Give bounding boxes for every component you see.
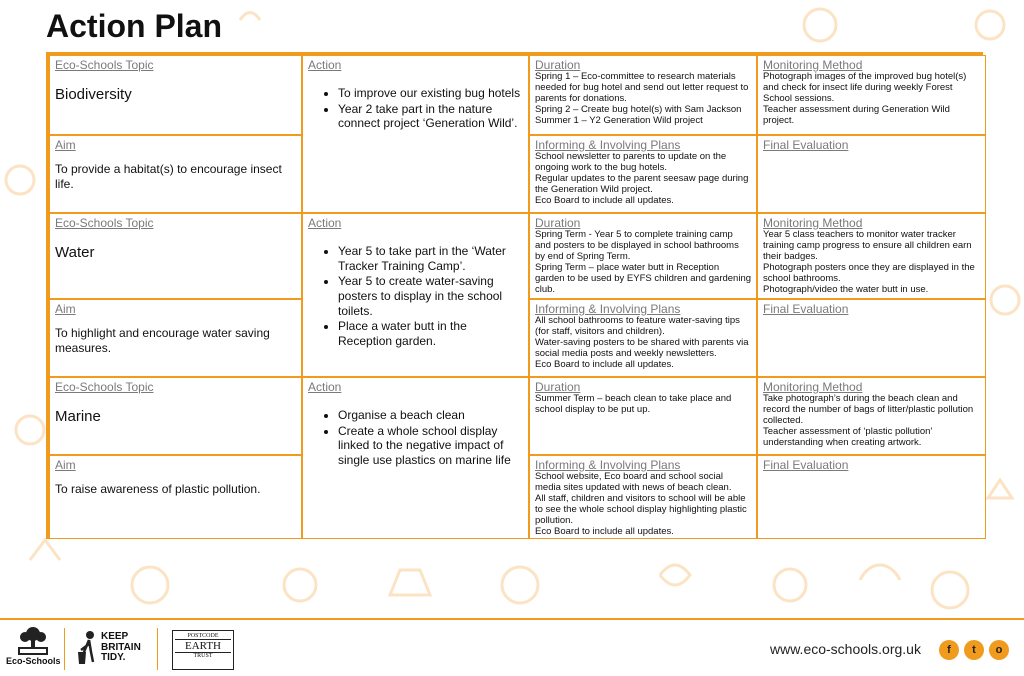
page-title: Action Plan	[46, 8, 223, 44]
duration-line: Summer 1 – Y2 Generation Wild project	[535, 114, 703, 126]
action-item: • Year 5 to take part in the ‘Water Tracker Training Camp’.	[338, 244, 523, 273]
duration-cell	[529, 377, 757, 455]
kbt-line: TIDY.	[101, 652, 126, 664]
final-evaluation-heading: Final Evaluation	[763, 458, 849, 472]
monitoring-line: Teacher assessment of ‘plastic pollution’ understanding when creating artwork.	[763, 425, 933, 448]
action-item: • Create a whole school display linked to the negative impact of single use plastics on marine life	[338, 424, 523, 468]
action-list	[338, 86, 523, 131]
topic-cell	[49, 55, 302, 135]
informing-heading: Informing & Involving Plans	[535, 138, 681, 152]
aim-cell	[49, 135, 302, 213]
footer	[0, 620, 1024, 676]
aim-value: To highlight and encourage water saving measures.	[55, 326, 270, 356]
monitoring-line: Photograph images of the improved bug hotel(s) and check for insect life during weekly Forest School sessions.	[763, 71, 967, 105]
footer-separator	[157, 628, 158, 670]
duration-cell	[529, 213, 757, 299]
action-item: • Year 2 take part in the nature connect project ‘Generation Wild’.	[338, 102, 523, 131]
action-cell	[302, 377, 529, 539]
topic-heading: Eco-Schools Topic	[55, 58, 154, 72]
action-heading: Action	[308, 216, 342, 230]
informing-line: School newsletter to parents to update on the ongoing work to the bug hotels.	[535, 151, 727, 174]
informing-line: All staff, children and visitors to school will be able to see the whole school display highlighting plastic pollution.	[535, 493, 747, 526]
topic-value: Marine	[55, 408, 101, 426]
final-evaluation-heading: Final Evaluation	[763, 138, 849, 152]
aim-cell	[49, 299, 302, 377]
aim-heading: Aim	[55, 138, 76, 152]
monitoring-line: Photograph/video the water butt in use.	[763, 283, 929, 295]
topic-value: Biodiversity	[55, 86, 132, 104]
informing-line: Water-saving posters to be shared with parents via social media posts and weekly newsletters.	[535, 337, 749, 359]
duration-heading: Duration	[535, 216, 581, 230]
informing-line: Eco Board to include all updates.	[535, 194, 674, 206]
duration-heading: Duration	[535, 58, 581, 72]
website-link[interactable]: www.eco-schools.org.uk	[770, 641, 921, 657]
action-item: • Organise a beach clean	[338, 408, 523, 423]
action-item: • To improve our existing bug hotels	[338, 86, 523, 101]
informing-cell	[529, 135, 757, 213]
twitter-icon[interactable]: t	[964, 640, 984, 660]
postcode-top: POSTCODE	[175, 633, 231, 640]
duration-line: Spring Term – place water butt in Reception garden to be used by EYFS children and gardening club.	[535, 261, 752, 295]
action-cell	[302, 55, 529, 213]
monitoring-cell	[757, 55, 986, 135]
duration-line: Summer Term – beach clean to take place and school display to be put up.	[535, 393, 732, 416]
topic-heading: Eco-Schools Topic	[55, 380, 154, 394]
action-item: • Place a water butt in the Reception garden.	[338, 319, 523, 348]
monitoring-heading: Monitoring Method	[763, 380, 863, 394]
postcode-mid: EARTH	[184, 640, 221, 652]
action-plan-table	[46, 52, 983, 539]
kbt-line: KEEP	[101, 631, 129, 643]
informing-cell	[529, 299, 757, 377]
facebook-icon[interactable]: f	[939, 640, 959, 660]
informing-heading: Informing & Involving Plans	[535, 458, 681, 472]
informing-line: Eco Board to include all updates.	[535, 525, 674, 537]
action-heading: Action	[308, 380, 342, 394]
topic-cell	[49, 377, 302, 455]
aim-value: To provide a habitat(s) to encourage insect life.	[55, 162, 282, 192]
final-evaluation-cell	[757, 135, 986, 213]
informing-cell	[529, 455, 757, 539]
postcode-bottom: TRUST	[175, 652, 231, 659]
final-evaluation-heading: Final Evaluation	[763, 302, 849, 316]
duration-line: Spring Term - Year 5 to complete training camp and posters to be displayed in school bathrooms by end of Spring Term.	[535, 229, 739, 263]
tidyman-icon	[76, 630, 98, 666]
topic-value: Water	[55, 244, 95, 262]
tree-icon	[13, 626, 53, 656]
action-heading: Action	[308, 58, 342, 72]
duration-line: Spring 1 – Eco-committee to research materials needed for bug hotel and send out letter request to parents for donations.	[535, 71, 749, 105]
topic-cell	[49, 213, 302, 299]
action-item: • Year 5 to create water-saving posters to display in the school toilets.	[338, 274, 523, 318]
informing-line: School website, Eco board and school social media sites updated with news of beach clean.	[535, 471, 732, 494]
aim-heading: Aim	[55, 302, 76, 316]
keep-britain-tidy-logo	[76, 630, 141, 666]
final-evaluation-cell	[757, 299, 986, 377]
monitoring-line: Year 5 class teachers to monitor water tracker training camp progress to ensure all children earn their badges.	[763, 229, 972, 263]
eco-schools-logo	[6, 626, 61, 666]
footer-separator	[64, 628, 65, 670]
informing-line: All school bathrooms to feature water-saving tips (for staff, visitors and children).	[535, 315, 740, 338]
informing-heading: Informing & Involving Plans	[535, 302, 681, 316]
monitoring-line: Photograph posters once they are displayed in the school bathrooms.	[763, 261, 975, 284]
duration-cell	[529, 55, 757, 135]
instagram-icon[interactable]: o	[989, 640, 1009, 660]
monitoring-heading: Monitoring Method	[763, 216, 863, 230]
monitoring-line: Take photograph’s during the beach clean and record the number of bags of litter/plastic pollution collected.	[763, 393, 974, 427]
aim-cell	[49, 455, 302, 539]
postcode-earth-trust-logo	[172, 630, 234, 670]
duration-heading: Duration	[535, 380, 581, 394]
informing-line: Regular updates to the parent seesaw page during the Generation Wild project.	[535, 173, 749, 195]
monitoring-cell	[757, 213, 986, 299]
informing-line: Eco Board to include all updates.	[535, 358, 674, 370]
action-list	[338, 408, 523, 468]
monitoring-heading: Monitoring Method	[763, 58, 863, 72]
monitoring-line: Teacher assessment during Generation Wild project.	[763, 103, 950, 126]
monitoring-cell	[757, 377, 986, 455]
action-list	[338, 244, 523, 348]
final-evaluation-cell	[757, 455, 986, 539]
eco-schools-label: Eco-Schools	[6, 656, 61, 666]
kbt-line: BRITAIN	[101, 641, 141, 653]
topic-heading: Eco-Schools Topic	[55, 216, 154, 230]
action-cell	[302, 213, 529, 377]
duration-line: Spring 2 – Create bug hotel(s) with Sam Jackson	[535, 103, 742, 115]
aim-value: To raise awareness of plastic pollution.	[55, 482, 261, 497]
aim-heading: Aim	[55, 458, 76, 472]
